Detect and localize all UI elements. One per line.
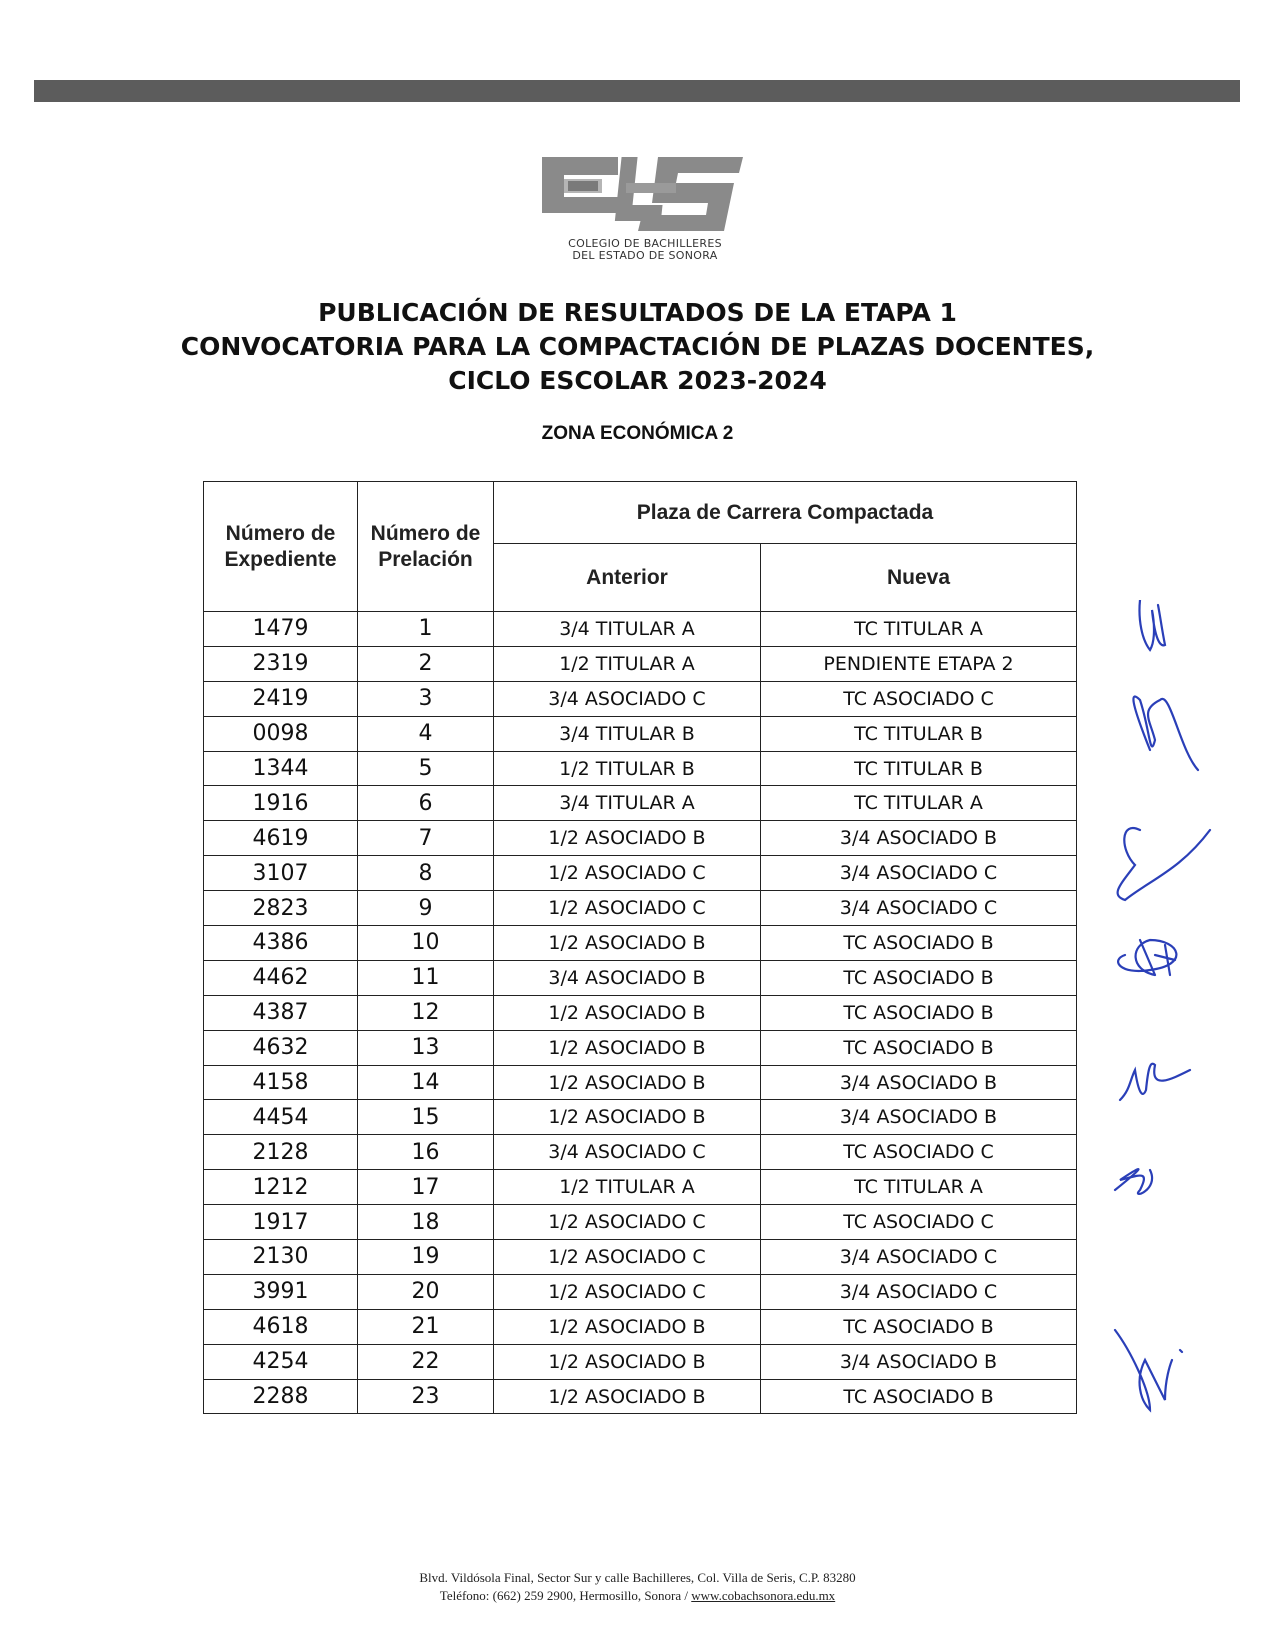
cell-anterior: 1/2 ASOCIADO B — [494, 926, 761, 961]
org-name-line2: DEL ESTADO DE SONORA — [572, 249, 718, 262]
institution-logo — [530, 153, 760, 273]
document-title — [100, 296, 1175, 398]
table-row — [204, 995, 1077, 1030]
cell-anterior: 1/2 ASOCIADO B — [494, 1379, 761, 1414]
cell-expediente: 4387 — [204, 995, 358, 1030]
zone-label: ZONA ECONÓMICA 2 — [541, 423, 734, 444]
cell-anterior: 1/2 ASOCIADO C — [494, 1240, 761, 1275]
cell-prelacion: 12 — [358, 995, 494, 1030]
footer-address: Blvd. Vildósola Final, Sector Sur y calle Bachilleres, Col. Villa de Seris, C.P. 83280 — [419, 1570, 856, 1585]
cell-anterior: 1/2 ASOCIADO B — [494, 1100, 761, 1135]
results-table-body — [204, 612, 1077, 1414]
cell-nueva: TC TITULAR A — [761, 612, 1077, 647]
cell-prelacion: 14 — [358, 1065, 494, 1100]
cell-nueva: 3/4 ASOCIADO C — [761, 856, 1077, 891]
title-line2: CONVOCATORIA PARA LA COMPACTACIÓN DE PLAZAS DOCENTES, — [180, 332, 1095, 361]
cell-nueva: TC TITULAR A — [761, 786, 1077, 821]
cell-expediente: 2419 — [204, 681, 358, 716]
cell-prelacion: 19 — [358, 1240, 494, 1275]
table-row — [204, 926, 1077, 961]
cell-prelacion: 2 — [358, 646, 494, 681]
cell-expediente: 2319 — [204, 646, 358, 681]
cell-anterior: 1/2 ASOCIADO B — [494, 1065, 761, 1100]
cell-anterior: 1/2 ASOCIADO B — [494, 1030, 761, 1065]
cell-prelacion: 18 — [358, 1205, 494, 1240]
table-row — [204, 646, 1077, 681]
cell-nueva: 3/4 ASOCIADO C — [761, 1274, 1077, 1309]
table-row — [204, 786, 1077, 821]
cell-nueva: 3/4 ASOCIADO B — [761, 821, 1077, 856]
table-row — [204, 1170, 1077, 1205]
table-row — [204, 960, 1077, 995]
cell-anterior: 3/4 ASOCIADO C — [494, 1135, 761, 1170]
cell-nueva: 3/4 ASOCIADO B — [761, 1344, 1077, 1379]
cell-anterior: 1/2 ASOCIADO C — [494, 856, 761, 891]
table-row — [204, 612, 1077, 647]
cell-anterior: 3/4 TITULAR B — [494, 716, 761, 751]
table-row — [204, 1030, 1077, 1065]
cell-expediente: 4454 — [204, 1100, 358, 1135]
cell-nueva: TC ASOCIADO B — [761, 1030, 1077, 1065]
table-row — [204, 1065, 1077, 1100]
cell-prelacion: 10 — [358, 926, 494, 961]
cell-anterior: 3/4 TITULAR A — [494, 786, 761, 821]
cell-expediente: 3991 — [204, 1274, 358, 1309]
cell-anterior: 1/2 ASOCIADO C — [494, 1205, 761, 1240]
cell-nueva: 3/4 ASOCIADO B — [761, 1100, 1077, 1135]
cell-expediente: 2823 — [204, 891, 358, 926]
cell-prelacion: 13 — [358, 1030, 494, 1065]
table-row — [204, 1205, 1077, 1240]
cell-expediente: 1479 — [204, 612, 358, 647]
table-row — [204, 751, 1077, 786]
cell-prelacion: 20 — [358, 1274, 494, 1309]
table-row — [204, 856, 1077, 891]
table-row — [204, 716, 1077, 751]
cell-nueva: TC ASOCIADO B — [761, 960, 1077, 995]
cell-nueva: 3/4 ASOCIADO B — [761, 1065, 1077, 1100]
cell-anterior: 1/2 TITULAR B — [494, 751, 761, 786]
cell-anterior: 1/2 ASOCIADO C — [494, 891, 761, 926]
cell-prelacion: 7 — [358, 821, 494, 856]
cell-nueva: TC TITULAR B — [761, 716, 1077, 751]
footer-contact — [0, 1587, 1275, 1605]
cell-nueva: TC ASOCIADO B — [761, 995, 1077, 1030]
table-row — [204, 891, 1077, 926]
header-prelacion: Número de Prelación — [358, 482, 494, 612]
header-plaza-group: Plaza de Carrera Compactada — [494, 482, 1077, 544]
cell-expediente: 4618 — [204, 1309, 358, 1344]
cell-anterior: 1/2 TITULAR A — [494, 646, 761, 681]
cell-nueva: 3/4 ASOCIADO C — [761, 891, 1077, 926]
cell-prelacion: 16 — [358, 1135, 494, 1170]
cell-nueva: TC TITULAR A — [761, 1170, 1077, 1205]
cell-prelacion: 1 — [358, 612, 494, 647]
cell-anterior: 3/4 ASOCIADO B — [494, 960, 761, 995]
table-row — [204, 821, 1077, 856]
cell-expediente: 4619 — [204, 821, 358, 856]
cell-prelacion: 22 — [358, 1344, 494, 1379]
footer — [0, 1569, 1275, 1605]
results-table — [203, 481, 1077, 1414]
cell-expediente: 1212 — [204, 1170, 358, 1205]
table-row — [204, 681, 1077, 716]
cell-prelacion: 6 — [358, 786, 494, 821]
header-expediente: Número de Expediente — [204, 482, 358, 612]
cell-expediente: 1917 — [204, 1205, 358, 1240]
cell-expediente: 0098 — [204, 716, 358, 751]
cell-anterior: 1/2 ASOCIADO B — [494, 995, 761, 1030]
cell-anterior: 1/2 ASOCIADO B — [494, 1309, 761, 1344]
cell-anterior: 1/2 ASOCIADO C — [494, 1274, 761, 1309]
title-line3: CICLO ESCOLAR 2023-2024 — [448, 366, 827, 395]
table-row — [204, 1274, 1077, 1309]
signatures-icon — [1110, 600, 1260, 1480]
cell-prelacion: 3 — [358, 681, 494, 716]
cell-prelacion: 9 — [358, 891, 494, 926]
table-row — [204, 1344, 1077, 1379]
cell-prelacion: 4 — [358, 716, 494, 751]
org-name-line1: COLEGIO DE BACHILLERES — [568, 237, 722, 250]
cell-expediente: 3107 — [204, 856, 358, 891]
cell-prelacion: 21 — [358, 1309, 494, 1344]
cell-anterior: 3/4 ASOCIADO C — [494, 681, 761, 716]
cell-prelacion: 8 — [358, 856, 494, 891]
cell-prelacion: 11 — [358, 960, 494, 995]
cell-expediente: 1344 — [204, 751, 358, 786]
title-line1: PUBLICACIÓN DE RESULTADOS DE LA ETAPA 1 — [318, 298, 957, 327]
top-bar — [34, 80, 1240, 102]
cell-expediente: 4254 — [204, 1344, 358, 1379]
cell-anterior: 1/2 ASOCIADO B — [494, 821, 761, 856]
table-row — [204, 1135, 1077, 1170]
cell-nueva: TC ASOCIADO C — [761, 1205, 1077, 1240]
cell-prelacion: 17 — [358, 1170, 494, 1205]
cell-nueva: TC ASOCIADO B — [761, 926, 1077, 961]
cell-anterior: 3/4 TITULAR A — [494, 612, 761, 647]
cell-prelacion: 23 — [358, 1379, 494, 1414]
header-anterior: Anterior — [494, 544, 761, 612]
cell-expediente: 4158 — [204, 1065, 358, 1100]
cobach-logo-icon — [538, 153, 748, 235]
cell-expediente: 2288 — [204, 1379, 358, 1414]
cell-expediente: 4632 — [204, 1030, 358, 1065]
cell-nueva: TC ASOCIADO C — [761, 681, 1077, 716]
cell-anterior: 1/2 TITULAR A — [494, 1170, 761, 1205]
cell-expediente: 2128 — [204, 1135, 358, 1170]
header-nueva: Nueva — [761, 544, 1077, 612]
cell-nueva: TC ASOCIADO B — [761, 1309, 1077, 1344]
cell-prelacion: 5 — [358, 751, 494, 786]
cell-nueva: TC ASOCIADO B — [761, 1379, 1077, 1414]
cell-nueva: PENDIENTE ETAPA 2 — [761, 646, 1077, 681]
cell-expediente: 2130 — [204, 1240, 358, 1275]
cell-expediente: 1916 — [204, 786, 358, 821]
table-row — [204, 1100, 1077, 1135]
cell-expediente: 4386 — [204, 926, 358, 961]
cell-nueva: TC TITULAR B — [761, 751, 1077, 786]
table-row — [204, 1309, 1077, 1344]
cell-anterior: 1/2 ASOCIADO B — [494, 1344, 761, 1379]
footer-phone: Teléfono: (662) 259 2900, Hermosillo, Sonora / — [439, 1588, 689, 1603]
cell-prelacion: 15 — [358, 1100, 494, 1135]
table-row — [204, 1240, 1077, 1275]
cell-expediente: 4462 — [204, 960, 358, 995]
table-row — [204, 1379, 1077, 1414]
footer-website-link[interactable]: www.cobachsonora.edu.mx — [691, 1588, 836, 1603]
cell-nueva: TC ASOCIADO C — [761, 1135, 1077, 1170]
cell-nueva: 3/4 ASOCIADO C — [761, 1240, 1077, 1275]
